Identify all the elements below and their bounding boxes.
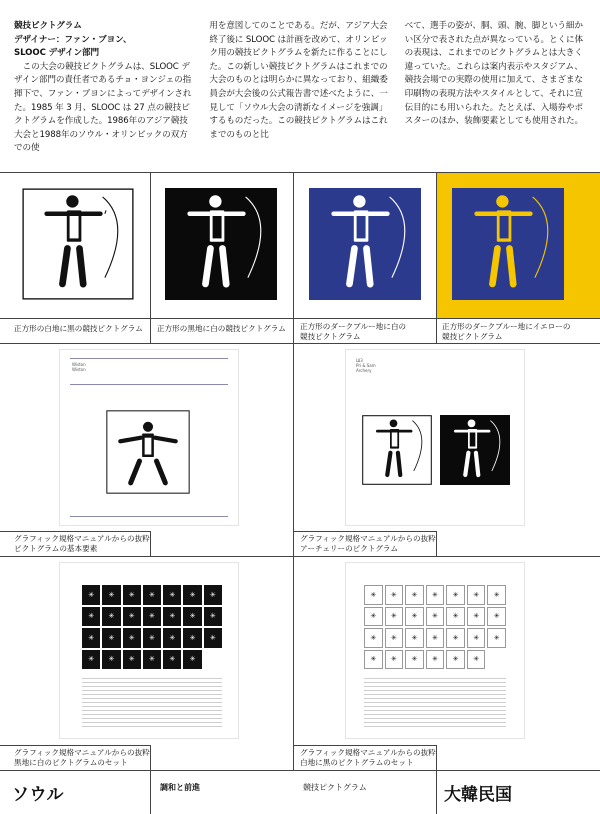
page-label: Wiston (72, 367, 86, 372)
sport-figure-icon: ✳ (149, 655, 155, 664)
grid-divider (293, 343, 294, 770)
sport-figure-icon: ✳ (189, 590, 196, 599)
pictogram-tile (204, 607, 222, 627)
pictogram-tile (487, 607, 506, 627)
heading-line-3: SLOOC デザイン部門 (14, 48, 100, 59)
heading-line-2: デザイナー：ファン・ブヨン、 (14, 34, 132, 45)
sport-figure-icon: ✳ (452, 590, 459, 599)
manual-page-basic-elements (60, 350, 238, 525)
pictogram-tile (143, 607, 161, 627)
sport-figure-icon: ✳ (432, 633, 438, 642)
grid-divider (293, 531, 436, 532)
pictogram-tile (426, 650, 445, 670)
pictogram-tile (102, 628, 120, 648)
sport-figure-icon: ✳ (370, 590, 377, 599)
pictogram-tile (446, 650, 465, 670)
pictogram-tile (102, 585, 120, 605)
sport-figure-icon: ✳ (108, 633, 115, 642)
grid-divider (436, 531, 437, 556)
pictogram-set-grid-white (364, 585, 506, 669)
sport-figure-icon: ✳ (452, 633, 459, 642)
pictogram-tile (426, 585, 445, 605)
heading-line-1: 競技ピクトグラム (14, 21, 82, 31)
sport-figure-icon: ✳ (390, 655, 397, 664)
caption-yellow-on-blue: 正方形のダークブルー地にイエローの 競技ピクトグラム (442, 322, 571, 341)
sport-figure-icon: ✳ (108, 655, 115, 664)
sport-figure-icon: ✳ (88, 655, 95, 664)
sport-figure-icon: ✳ (209, 633, 216, 642)
article-text (14, 20, 586, 168)
grid-divider (0, 745, 150, 746)
pictogram-tile (467, 650, 486, 670)
sport-figure-icon: ✳ (452, 612, 459, 621)
body-paragraph-3: べて、選手の姿が、胴、頭、腕、脚という細かい区分で表された点が異なっている。とくに体の表現は、これまでのピクトグラムとは大きく違っていた。これらは案内表示やスタジアム、競技会場での実際の使用に加えて、さまざまな印刷物の表現方法やスタイルとして、それに宣伝目的にも用いられた。たとえば、入場券やポスターのほか、装飾要素としても使用された。 (404, 21, 584, 127)
pictogram-tile (123, 607, 141, 627)
sport-figure-icon: ✳ (473, 655, 480, 664)
rule-line (70, 384, 228, 385)
page-label: Pri & Sam (356, 363, 376, 368)
archer-pictogram-white-on-blue (309, 188, 421, 300)
pictogram-tile (364, 628, 383, 648)
footer-section: 競技ピクトグラム (303, 783, 367, 792)
archer-icon (452, 188, 564, 300)
pictogram-tile (405, 607, 424, 627)
sport-figure-icon: ✳ (370, 612, 377, 621)
sport-figure-icon: ✳ (390, 633, 397, 642)
sport-figure-icon: ✳ (432, 655, 438, 664)
text-column-2 (209, 20, 390, 168)
pictogram-tile (364, 607, 383, 627)
footer-city: ソウル (12, 785, 64, 805)
pictogram-tile (163, 650, 181, 670)
body-paragraph-1: この大会の競技ピクトグラムは、SLOOC デザイン部門の責任者であるチョ・ヨンジェの指揮下で、ファン・ブヨンによってデザインされた。1985 年 3 月、SLOOC は 27 点の競技ピクトグラムを作成した。1986年のアジア競技大会と1988年のソウル・オリンピックの双方での使 (14, 61, 192, 154)
sport-figure-icon: ✳ (169, 655, 176, 664)
pictogram-tile (143, 628, 161, 648)
footer-country-cell (436, 770, 600, 814)
sport-figure-icon: ✳ (128, 633, 135, 642)
sport-figure-icon: ✳ (432, 590, 438, 599)
sport-figure-icon: ✳ (411, 633, 418, 642)
grid-divider (293, 745, 436, 746)
pictogram-tile (385, 650, 404, 670)
pictogram-tile (467, 585, 486, 605)
footer-section-cell (293, 770, 436, 814)
sport-figure-icon: ✳ (128, 612, 135, 621)
sport-figure-icon: ✳ (411, 612, 418, 621)
archer-icon (165, 188, 277, 300)
fine-print-block (82, 675, 222, 727)
pictogram-tile (467, 628, 486, 648)
pictogram-tile (102, 650, 120, 670)
pictogram-tile (467, 607, 486, 627)
sport-figure-icon: ✳ (411, 590, 418, 599)
manual-page-pictogram-set-black (60, 563, 238, 738)
pictogram-tile (82, 650, 100, 670)
pictogram-tile (143, 650, 161, 670)
pictogram-tile (426, 607, 445, 627)
pictogram-tile (364, 585, 383, 605)
pictogram-tile (426, 628, 445, 648)
grid-divider (0, 318, 600, 319)
pictogram-tile (405, 585, 424, 605)
pictogram-tile (405, 628, 424, 648)
sport-figure-icon: ✳ (108, 612, 115, 621)
sport-figure-icon: ✳ (493, 590, 500, 599)
footer-city-cell (0, 770, 150, 814)
pictogram-tile (446, 607, 465, 627)
sport-figure-icon: ✳ (370, 633, 377, 642)
sport-figure-icon: ✳ (128, 590, 135, 599)
rule-line (70, 358, 228, 359)
archer-icon (440, 414, 510, 486)
archer-pictogram-yellow-on-blue (452, 188, 564, 300)
archer-pictogram-black-on-white (22, 188, 134, 300)
pictogram-tile (82, 585, 100, 605)
footer-theme-cell (150, 770, 293, 814)
caption-set-black: グラフィック規格マニュアルからの抜粋 黒地に白のピクトグラムのセット (14, 748, 150, 767)
pictogram-tile (183, 650, 201, 670)
footer-country: 大韓民国 (444, 785, 512, 805)
pictogram-tile (204, 628, 222, 648)
sport-figure-icon: ✳ (149, 633, 155, 642)
manual-page-archery (346, 350, 524, 525)
sport-figure-icon: ✳ (88, 612, 95, 621)
pictogram-tile (364, 650, 383, 670)
sport-figure-icon: ✳ (493, 633, 500, 642)
sport-figure-icon: ✳ (493, 612, 500, 621)
sport-figure-icon: ✳ (390, 590, 397, 599)
pictogram-tile (143, 585, 161, 605)
body-paragraph-2: 用を意図してのことである。だが、アジア大会終了後に SLOOC は計画を改めて、オリンピック用の競技ピクトグラムを新たに作ることにした。この新しい競技ピクトグラムはこれまでの大会のものとは明らかに異なっており、組織委員会が大会後の公式報告書で述べたように、一見して「ソウル大会の清新なイメージを強調」するものだった。この競技ピクトグラムはこれまでのものと比 (209, 21, 388, 140)
footer-theme: 調和と前進 (160, 783, 200, 792)
manual-page-pictogram-set-white (346, 563, 524, 738)
archer-icon (362, 414, 432, 486)
grid-divider (0, 343, 600, 344)
pictogram-tile (487, 628, 506, 648)
pictogram-tile (487, 585, 506, 605)
archer-icon (22, 188, 134, 300)
sport-figure-icon: ✳ (189, 612, 196, 621)
caption-white-on-black: 正方形の黒地に白の競技ピクトグラム (157, 324, 286, 333)
pictogram-tile (163, 585, 181, 605)
sport-figure-icon: ✳ (473, 633, 480, 642)
pictogram-tile (102, 607, 120, 627)
sport-figure-icon: ✳ (149, 590, 155, 599)
pictogram-tile (385, 628, 404, 648)
page-label: Ш3 (356, 358, 363, 363)
rule-line (70, 516, 228, 517)
pictogram-tile (405, 650, 424, 670)
sport-figure-icon: ✳ (411, 655, 418, 664)
sport-figure-icon: ✳ (189, 655, 196, 664)
basic-figure-icon (106, 410, 190, 494)
grid-divider (0, 531, 150, 532)
sport-figure-icon: ✳ (149, 612, 155, 621)
pictogram-tile (204, 585, 222, 605)
caption-basic-elements: グラフィック規格マニュアルからの抜粋 ピクトグラムの基本要素 (14, 534, 150, 553)
archer-pictogram-white-on-black (165, 188, 277, 300)
sport-figure-icon: ✳ (432, 612, 438, 621)
pictogram-tile (123, 585, 141, 605)
pictogram-tile (123, 628, 141, 648)
fine-print-block (364, 675, 506, 727)
sport-figure-icon: ✳ (189, 633, 196, 642)
pictogram-tile (446, 585, 465, 605)
pictogram-tile (183, 585, 201, 605)
page-label: Archery (356, 368, 372, 373)
pictogram-tile (183, 628, 201, 648)
pictogram-tile (385, 607, 404, 627)
sport-figure-icon: ✳ (169, 633, 176, 642)
pictogram-tile (446, 628, 465, 648)
caption-set-white: グラフィック規格マニュアルからの抜粋 白地に黒のピクトグラムのセット (300, 748, 436, 767)
caption-white-on-blue: 正方形のダークブルー地に白の 競技ピクトグラム (300, 322, 407, 341)
sport-figure-icon: ✳ (108, 590, 115, 599)
pictogram-tile (163, 628, 181, 648)
sport-figure-icon: ✳ (473, 590, 480, 599)
sport-figure-icon: ✳ (473, 612, 480, 621)
pictogram-tile (123, 650, 141, 670)
sport-figure-icon: ✳ (169, 590, 176, 599)
sport-figure-icon: ✳ (88, 590, 95, 599)
pictogram-tile (163, 607, 181, 627)
sport-figure-icon: ✳ (128, 655, 135, 664)
pictogram-tile (385, 585, 404, 605)
pictogram-tile (82, 628, 100, 648)
text-column-1 (14, 20, 195, 168)
page-label: Wiston (72, 362, 86, 367)
pictogram-set-grid-black (82, 585, 222, 669)
sport-figure-icon: ✳ (88, 633, 95, 642)
caption-archery: グラフィック規格マニュアルからの抜粋 アーチェリーのピクトグラム (300, 534, 436, 553)
sport-figure-icon: ✳ (209, 612, 216, 621)
grid-divider (0, 556, 600, 557)
sport-figure-icon: ✳ (209, 590, 216, 599)
sport-figure-icon: ✳ (452, 655, 459, 664)
caption-black-on-white: 正方形の白地に黒の競技ピクトグラム (14, 324, 143, 333)
grid-divider (150, 531, 151, 556)
text-column-3 (405, 20, 586, 168)
archer-icon (309, 188, 421, 300)
pictogram-tile (183, 607, 201, 627)
sport-figure-icon: ✳ (390, 612, 397, 621)
pictogram-tile (82, 607, 100, 627)
sport-figure-icon: ✳ (370, 655, 377, 664)
sport-figure-icon: ✳ (169, 612, 176, 621)
